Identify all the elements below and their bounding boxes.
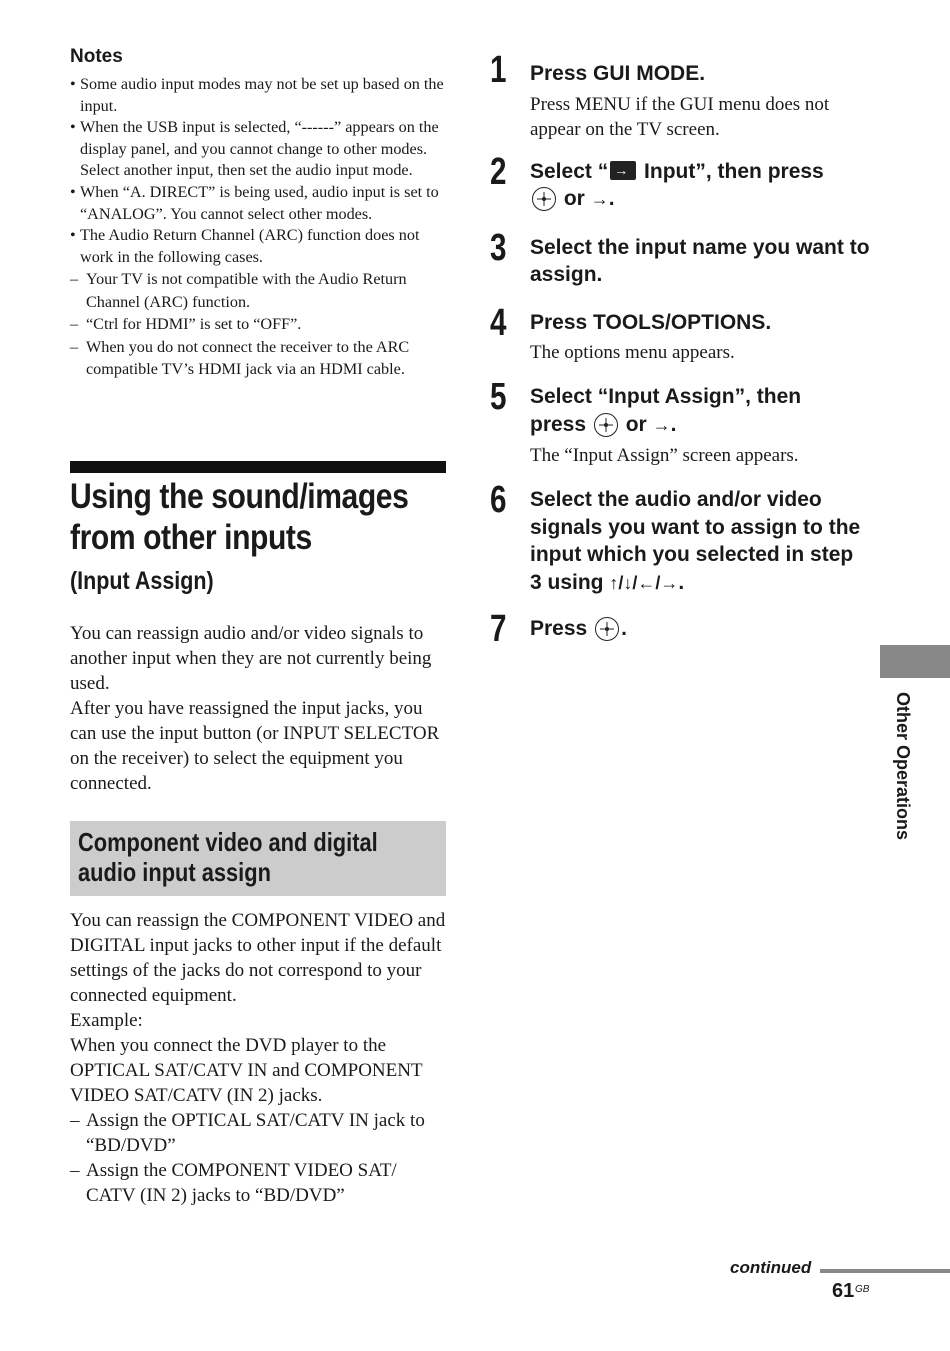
step-text: or xyxy=(563,187,585,210)
step-number: 1 xyxy=(490,49,507,91)
step-heading: Press TOOLS/OPTIONS. xyxy=(530,310,772,334)
example-item: – Assign the OPTICAL SAT/CATV IN jack to “BD/DVD” xyxy=(70,1108,450,1158)
step-heading: Press GUI MODE. xyxy=(530,62,706,85)
section-title-line2: audio input assign xyxy=(78,857,271,887)
section-body xyxy=(70,908,450,1208)
notes-block xyxy=(70,46,450,381)
step-number: 4 xyxy=(490,301,507,344)
step-6 xyxy=(490,480,870,597)
page-title-line2: from other inputs xyxy=(70,518,312,557)
note-item: • Some audio input modes may not be set up based on the input. xyxy=(70,74,450,117)
page-subtitle: (Input Assign) xyxy=(70,567,214,595)
right-arrow-icon: → xyxy=(652,414,671,435)
step-text: Press xyxy=(530,617,588,640)
intro-paragraph: You can reassign audio and/or video signals to another input when they are not currently being used. xyxy=(70,623,432,694)
note-item xyxy=(70,225,450,268)
section-paragraph: You can reassign the COMPONENT VIDEO and DIGITAL input jacks to other input if the default settings of the jacks do not correspond to your connected equipment. xyxy=(70,910,446,1006)
title-rule xyxy=(70,461,446,473)
continued-label: continued xyxy=(730,1258,812,1277)
intro-paragraph: After you have reassigned the input jacks, you can use the input button (or INPUT SELECTOR on the receiver) to select the equipment you connected. xyxy=(70,698,440,794)
step-number: 2 xyxy=(490,150,507,193)
step-number: 3 xyxy=(490,226,507,269)
step-text: Select “ xyxy=(530,159,609,183)
step-text: Input”, then press xyxy=(638,159,824,183)
note-text: The Audio Return Channel (ARC) function does not work in the following cases. xyxy=(80,226,420,266)
step-text: . xyxy=(621,617,627,640)
example-label: Example: xyxy=(70,1010,143,1031)
example-text: When you connect the DVD player to the OPTICAL SAT/CATV IN and COMPONENT VIDEO SAT/CATV (IN 2) jacks. xyxy=(70,1035,423,1106)
step-4 xyxy=(490,303,870,366)
notes-title: Notes xyxy=(70,46,123,67)
step-5 xyxy=(490,377,870,468)
note-sub-item: – Your TV is not compatible with the Audio Return Channel (ARC) function. xyxy=(70,268,450,313)
section-heading-box xyxy=(70,821,446,896)
enter-button-icon xyxy=(595,617,619,641)
step-heading xyxy=(530,480,870,597)
page-title xyxy=(70,476,414,558)
steps-list xyxy=(490,49,870,650)
page-title-line1: Using the sound/images xyxy=(70,477,409,516)
step-2 xyxy=(490,152,870,214)
enter-button-icon xyxy=(532,187,556,211)
step-number: 7 xyxy=(490,608,507,650)
step-text: or xyxy=(625,412,647,436)
note-sub-item: – “Ctrl for HDMI” is set to “OFF”. xyxy=(70,313,450,336)
step-1 xyxy=(490,50,870,142)
note-sub-item: – When you do not connect the receiver to the ARC compatible TV’s HDMI jack via an HDMI cable. xyxy=(70,336,450,381)
example-list xyxy=(70,1108,450,1208)
section-title xyxy=(78,827,448,887)
continued-rule xyxy=(820,1269,950,1273)
step-text: Select the audio and/or video signals you want to assign to the input which you selected in step 3 using xyxy=(530,488,861,594)
step-text: . xyxy=(608,187,615,210)
step-text: Select “Input Assign”, then xyxy=(530,385,802,408)
step-description: The options menu appears. xyxy=(530,342,735,363)
direction-arrows-icon: ↑/↓/←/→ xyxy=(609,572,679,593)
notes-sub-list xyxy=(70,268,450,381)
step-heading: Select the input name you want to assign. xyxy=(530,235,870,286)
step-text: . xyxy=(670,412,677,436)
step-3 xyxy=(490,228,870,289)
intro-text xyxy=(70,621,450,796)
side-tab-marker xyxy=(880,645,950,678)
step-description: The “Input Assign” screen appears. xyxy=(530,445,799,466)
step-heading xyxy=(530,152,870,214)
step-heading xyxy=(530,609,870,643)
note-item: • When the USB input is selected, “------” appears on the display panel, and you cannot change to other modes. Select another input, then set the audio input mode. xyxy=(70,117,450,182)
page-suffix: GB xyxy=(855,1284,870,1295)
page-number: 61 xyxy=(832,1280,855,1302)
step-description: Press MENU if the GUI menu does not appear on the TV screen. xyxy=(530,93,830,140)
step-number: 6 xyxy=(490,479,507,521)
step-heading xyxy=(530,377,870,439)
notes-list xyxy=(70,74,450,268)
step-7 xyxy=(490,608,870,650)
step-text: press xyxy=(530,412,587,436)
right-arrow-icon: → xyxy=(590,189,609,209)
enter-button-icon xyxy=(594,413,618,437)
step-number: 5 xyxy=(490,376,507,418)
input-icon: → xyxy=(610,161,636,180)
note-item: • When “A. DIRECT” is being used, audio input is set to “ANALOG”. You cannot select other modes. xyxy=(70,182,450,225)
side-tab-label: Other Operations xyxy=(893,692,913,841)
step-text: . xyxy=(678,570,685,594)
example-item: – Assign the COMPONENT VIDEO SAT/ CATV (IN 2) jacks to “BD/DVD” xyxy=(70,1158,450,1208)
section-title-line1: Component video and digital xyxy=(78,827,378,857)
